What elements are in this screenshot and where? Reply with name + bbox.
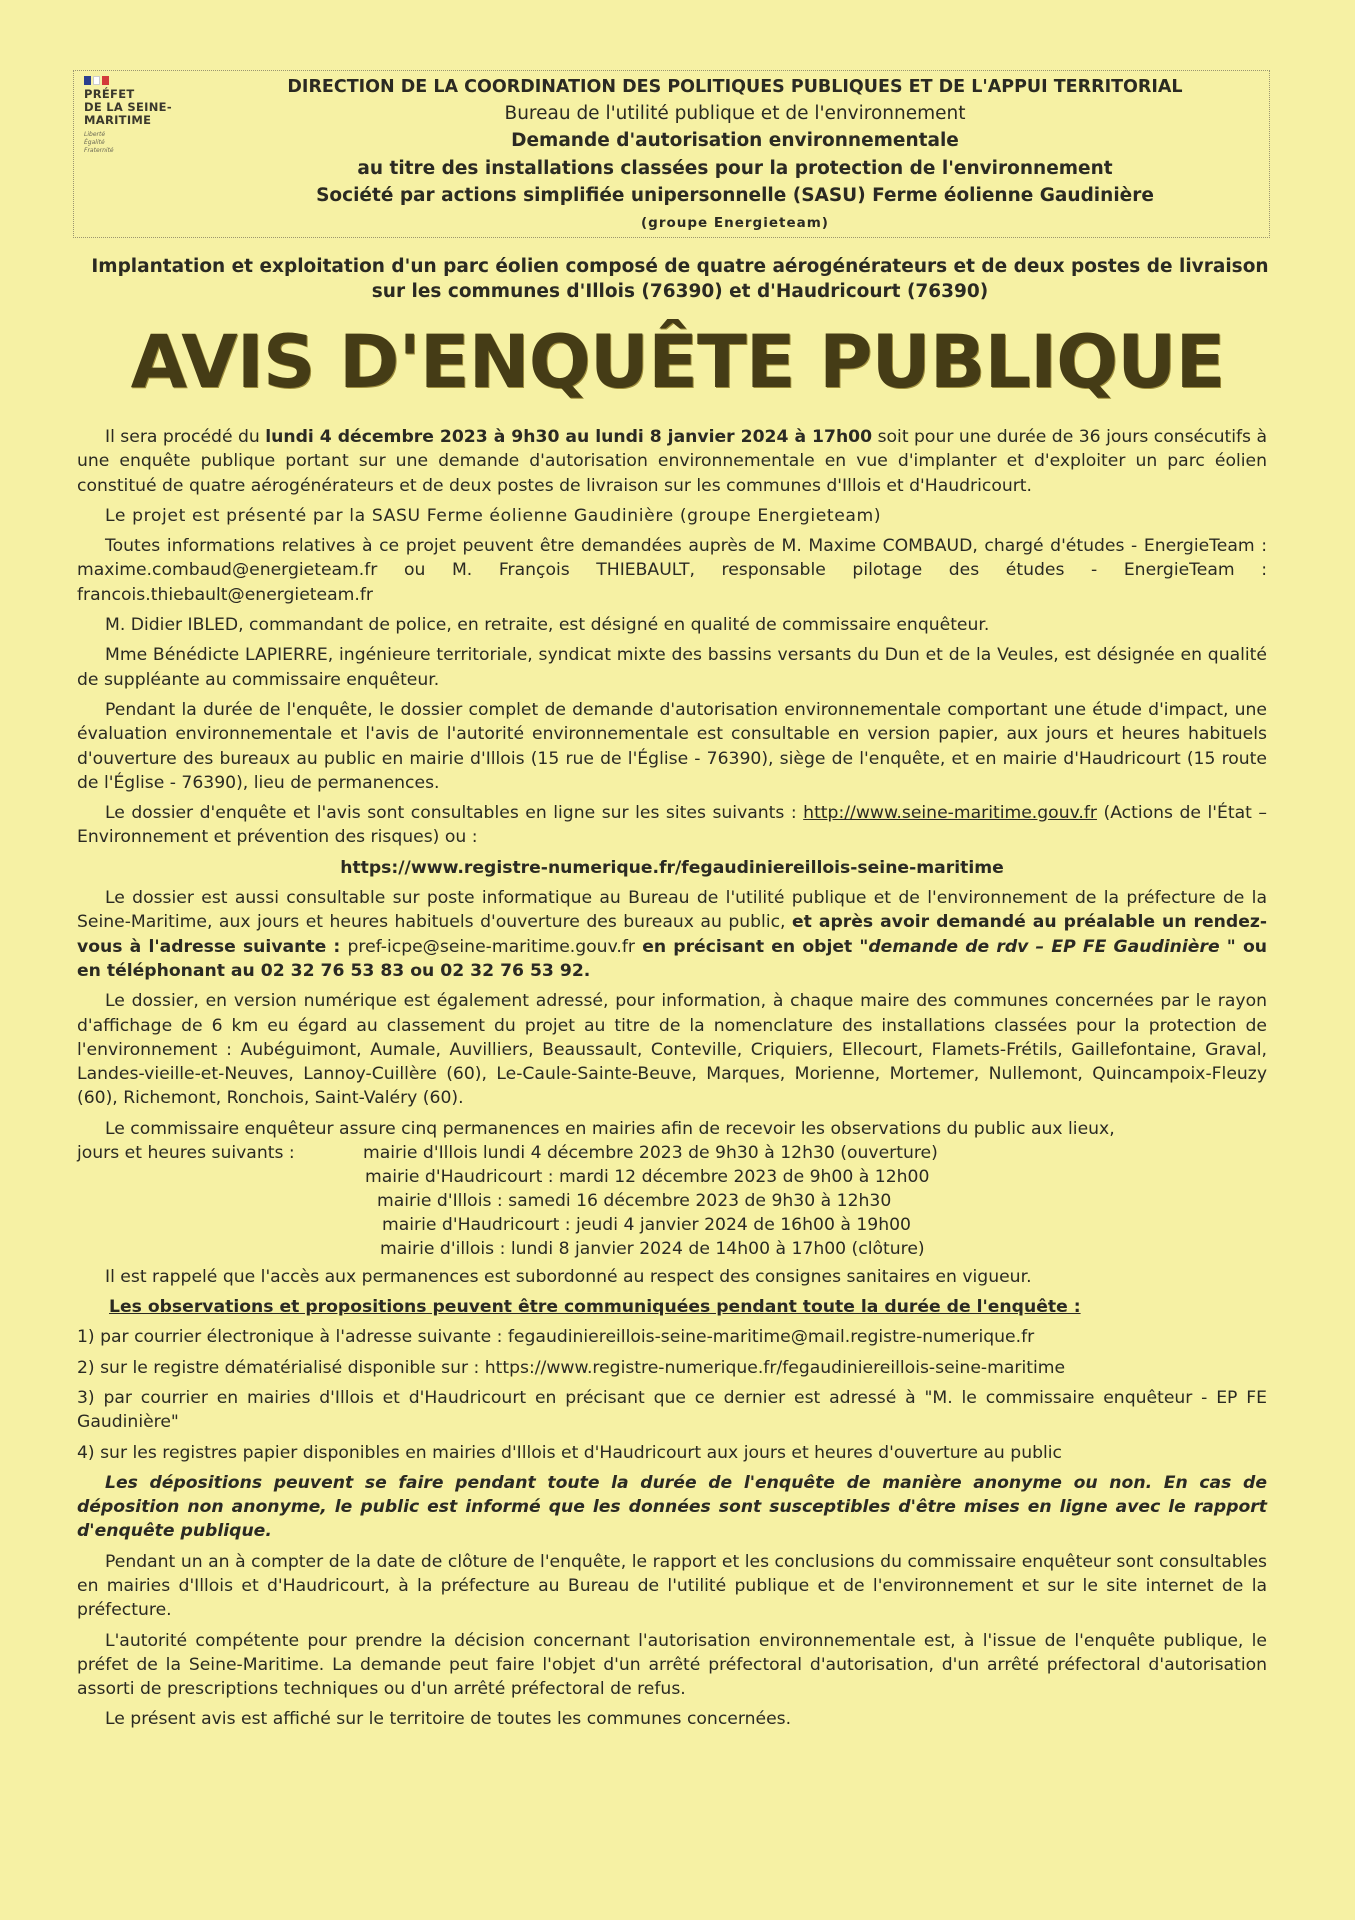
logo-line-2: DE LA SEINE-: [84, 100, 172, 114]
paragraph-affichage: Le présent avis est affiché sur le territoire de toutes les communes concernées.: [105, 1709, 792, 1730]
subject-line-2: sur les communes d'Illois (76390) et d'Haudricourt (76390): [371, 281, 989, 302]
paragraph-en-ligne: [77, 801, 1267, 850]
p1-dates: lundi 4 décembre 2023 à 9h30 au lundi 8 janvier 2024 à 17h00: [265, 427, 873, 447]
motto-liberte: Liberté: [84, 131, 106, 138]
paragraph-poste-informatique: [77, 886, 1267, 983]
header-direction: DIRECTION DE LA COORDINATION DES POLITIQUES PUBLIQUES ET DE L'APPUI TERRITORIAL: [287, 77, 1183, 97]
permanence-row: mairie d'illois : lundi 8 janvier 2024 de 14h00 à 17h00 (clôture): [380, 1238, 925, 1259]
header-bureau: Bureau de l'utilité publique et de l'environnement: [504, 103, 966, 124]
observations-heading-row: [77, 1295, 1267, 1319]
prefet-logo: [84, 76, 194, 186]
motto-egalite: Égalité: [84, 139, 105, 146]
p8-objet: demande de rdv – EP FE Gaudinière: [868, 936, 1220, 957]
observation-item-1: 1) par courrier électronique à l'adresse suivante : fegaudiniereillois-seine-maritime@mail.registre-numerique.fr: [77, 1327, 1035, 1348]
header-titre: au titre des installations classées pour la protection de l'environnement: [357, 158, 1113, 179]
permanence-row: mairie d'Haudricourt : jeudi 4 janvier 2024 de 16h00 à 19h00: [382, 1214, 911, 1235]
permanences-intro: Le commissaire enquêteur assure cinq permanences en mairies afin de recevoir les observations du public aux lieux,: [105, 1118, 1115, 1139]
observation-item-2: 2) sur le registre dématérialisé disponible sur : https://www.registre-numerique.fr/fegaudiniereillois-seine-maritime: [77, 1357, 1066, 1378]
observations-heading: Les observations et propositions peuvent être communiquées pendant toute la durée de l'enquête :: [109, 1297, 1081, 1318]
paragraph-communes: Le dossier, en version numérique est également adressé, pour information, à chaque maire des communes concernées par le rayon d'affichage de 6 km eu égard au classement du projet au titre de la nomenclature des installations classées pour la protection de l'environnement : Aubéguimont, Aumale, Auvilliers, Beaussault, Conteville, Criquiers, Ellecourt, Flamets-Frétils, Gaillefontaine, Graval, Landes-vieille-et-Neuves, Lannoy-Cuillère (60), Le-Caule-Sainte-Beuve, Marques, Morienne, Mortemer, Nullemont, Quincampoix-Fleuzy (60), Richemont, Ronchois, Saint-Valéry (60).: [77, 991, 1267, 1109]
header-societe: Société par actions simplifiée unipersonnelle (SASU) Ferme éolienne Gaudinière: [316, 185, 1154, 206]
observation-item-3: 3) par courrier en mairies d'Illois et d'Haudricourt en précisant que ce dernier est adressé à "M. le commissaire enquêteur - EP FE Gaudinière": [77, 1387, 1267, 1433]
permanence-row: mairie d'Illois lundi 4 décembre 2023 de 9h30 à 12h30 (ouverture): [363, 1142, 938, 1163]
logo-line-3: MARITIME: [84, 113, 152, 127]
p1-text-a: Il sera procédé du: [105, 427, 266, 447]
motto-fraternite: Fraternité: [84, 147, 114, 154]
registre-url[interactable]: https://www.registre-numerique.fr/fegaudiniereillois-seine-maritime: [340, 857, 1004, 878]
paragraph-rapport: Pendant un an à compter de la date de clôture de l'enquête, le rapport et les conclusions du commissaire enquêteur sont consultables en mairies d'Illois et d'Haudricourt, à la préfecture au Bureau de l'utilité publique et de l'environnement et sur le site internet de la préfecture.: [77, 1551, 1267, 1621]
logo-motto: [84, 131, 194, 155]
prefecture-link[interactable]: http://www.seine-maritime.gouv.fr: [803, 803, 1098, 824]
p8-telephone: " ou en téléphonant au 02 32 76 53 83 ou 02 32 76 53 92.: [77, 936, 1267, 981]
header-groupe: (groupe Energieteam): [641, 215, 829, 231]
pref-icpe-email[interactable]: pref-icpe@seine-maritime.gouv.fr: [347, 936, 635, 957]
p8-text-c: en précisant en objet ": [635, 936, 869, 957]
notice-body: [77, 425, 1267, 1738]
p7-text-a: Le dossier d'enquête et l'avis sont consultables en ligne sur les sites suivants :: [105, 803, 804, 824]
p8-text-b: et après avoir demandé au préalable un rendez-vous à l'adresse suivante :: [77, 912, 1267, 957]
p8-text-a: Le dossier est aussi consultable sur poste informatique au Bureau de l'utilité publique et de l'environnement de la préfecture de la Seine-Maritime, aux jours et heures habituels d'ouverture des bureaux au public,: [77, 888, 1267, 933]
permanence-row: mairie d'Illois : samedi 16 décembre 2023 de 9h30 à 12h30: [377, 1190, 892, 1211]
paragraph-autorite: L'autorité compétente pour prendre la décision concernant l'autorisation environnementale est, à l'issue de l'enquête publique, le préfet de la Seine-Maritime. La demande peut faire l'objet d'un arrêté préfectoral d'autorisation, d'un arrêté préfectoral d'autorisation assorti de prescriptions techniques ou d'un arrêté préfectoral de refus.: [77, 1630, 1267, 1700]
permanence-row: mairie d'Haudricourt : mardi 12 décembre 2023 de 9h00 à 12h00: [365, 1166, 930, 1187]
subject-line-1: Implantation et exploitation d'un parc éolien composé de quatre aérogénérateurs et de deux postes de livraison: [91, 256, 1269, 277]
paragraph-projet: Le projet est présenté par la SASU Ferme éolienne Gaudinière (groupe Energieteam): [105, 505, 882, 526]
permanences-block: [77, 1117, 1267, 1259]
paragraph-suppleante: Mme Bénédicte LAPIERRE, ingénieure territoriale, syndicat mixte des bassins versants du Dun et de la Veules, est désignée en qualité de suppléante au commissaire enquêteur.: [77, 645, 1267, 690]
observation-item-4: 4) sur les registres papier disponibles en mairies d'Illois et d'Haudricourt aux jours et heures d'ouverture au public: [77, 1442, 1062, 1463]
paragraph-dates: [77, 425, 1267, 498]
header-demande: Demande d'autorisation environnementale: [511, 130, 959, 151]
flag-icon: [84, 76, 194, 85]
permanences-label: jours et heures suivants :: [77, 1142, 295, 1163]
paragraph-commissaire: M. Didier IBLED, commandant de police, en retraite, est désigné en qualité de commissaire enquêteur.: [105, 615, 990, 636]
logo-line-1: PRÉFET: [84, 87, 135, 101]
p1-text-c: soit pour une durée de 36 jours consécutifs à une enquête publique portant sur une demande d'autorisation environnementale en vue d'implanter et d'exploiter un parc éolien constitué de quatre aérogénérateurs et de deux postes de livraison sur les communes d'Illois et d'Haudricourt.: [77, 427, 1267, 496]
page-title: AVIS D'ENQUÊTE PUBLIQUE: [130, 320, 1225, 405]
p7-text-b: (Actions de l'État – Environnement et prévention des risques) ou :: [77, 803, 1267, 848]
paragraph-consignes: Il est rappelé que l'accès aux permanences est subordonné au respect des consignes sanitaires en vigueur.: [105, 1266, 1032, 1287]
paragraph-dossier: Pendant la durée de l'enquête, le dossier complet de demande d'autorisation environnementale comportant une étude d'impact, une évaluation environnementale et l'avis de l'autorité environnementale est consultable en version papier, aux jours et heures habituels d'ouverture des bureaux au public en mairie d'Illois (15 rue de l'Église - 76390), siège de l'enquête, et en mairie d'Haudricourt (15 route de l'Église - 76390), lieu de permanences.: [77, 699, 1267, 793]
paragraph-depositions: Les dépositions peuvent se faire pendant toute la durée de l'enquête de manière anonyme ou non. En cas de déposition non anonyme, le public est informé que les données sont susceptibles d'être mises en ligne avec le rapport d'enquête publique.: [77, 1472, 1267, 1542]
paragraph-contacts: Toutes informations relatives à ce projet peuvent être demandées auprès de M. Maxime COMBAUD, chargé d'études - EnergieTeam : maxime.combaud@energieteam.fr ou M. François THIEBAULT, responsable pilotage des études - EnergieTeam : francois.thiebault@energieteam.fr: [77, 536, 1267, 605]
